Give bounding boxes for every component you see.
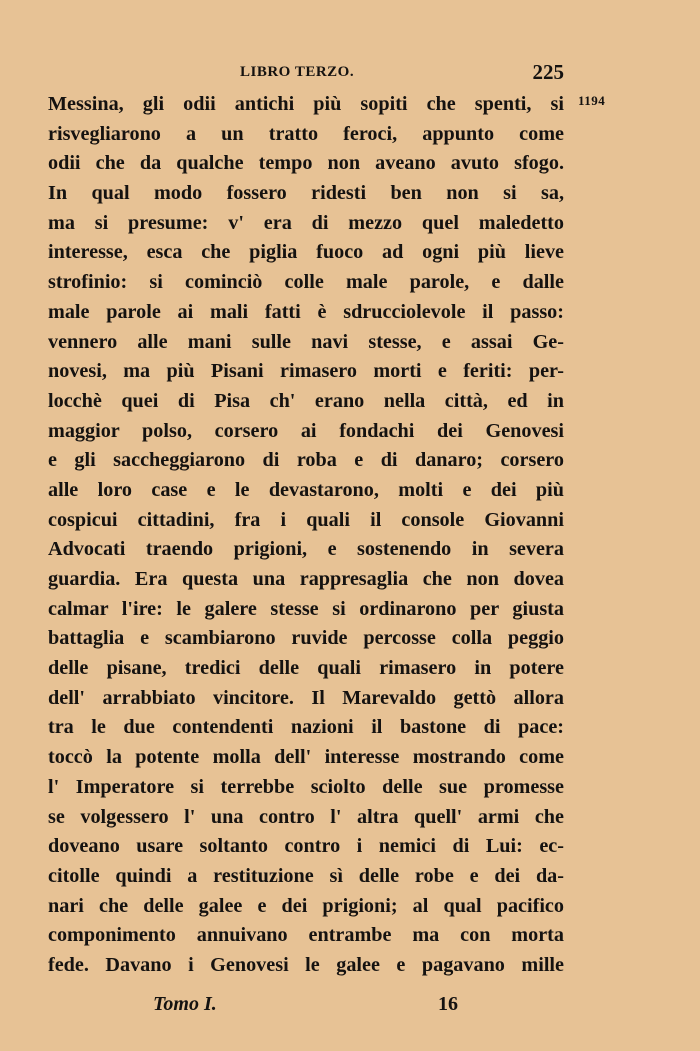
text-line: odii che da qualche tempo non aveano avuto sfogo. bbox=[48, 152, 564, 175]
text-line: battaglia e scambiarono ruvide percosse colla peggio bbox=[48, 627, 564, 650]
text-line: Messina, gli odii antichi più sopiti che spenti, si bbox=[48, 93, 564, 115]
text-line: fede. Davano i Genovesi le galee e pagavano mille bbox=[48, 953, 564, 976]
text-line: nari che delle galee e dei prigioni; al qual pacifico bbox=[48, 894, 564, 917]
text-line: delle pisane, tredici delle quali rimasero in potere bbox=[48, 657, 564, 680]
page-number: 225 bbox=[532, 60, 564, 84]
text-line: dell' arrabbiato vincitore. Il Marevaldo gettò allora bbox=[48, 686, 564, 709]
text-line: se volgessero l' una contro l' altra quell' armi che bbox=[48, 805, 564, 828]
text-line: doveano usare soltanto contro i nemici di Lui: ec- bbox=[48, 835, 564, 858]
text-line: risvegliarono a un tratto feroci, appunto come bbox=[48, 122, 564, 145]
running-head bbox=[48, 60, 564, 86]
text-line: Advocati traendo prigioni, e sostenendo in severa bbox=[48, 538, 564, 561]
text-line: strofinio: si cominciò colle male parole, e dalle bbox=[48, 271, 564, 294]
text-line: calmar l'ire: le galere stesse si ordinarono per giusta bbox=[48, 597, 564, 620]
text-line: citolle quindi a restituzione sì delle robe e dei da- bbox=[48, 864, 564, 887]
text-line: componimento annuivano entrambe ma con morta bbox=[48, 924, 564, 947]
text-line: guardia. Era questa una rappresaglia che non dovea bbox=[48, 568, 564, 590]
text-line: locchè quei di Pisa ch' erano nella città, ed in bbox=[48, 389, 564, 412]
page-footer bbox=[48, 993, 564, 1023]
body-text bbox=[48, 90, 564, 981]
text-line: maggior polso, corsero ai fondachi dei Genovesi bbox=[48, 419, 564, 442]
volume-label: Tomo I. bbox=[153, 993, 217, 1015]
book-page bbox=[48, 0, 564, 1051]
text-line: In qual modo fossero ridesti ben non si sa, bbox=[48, 182, 564, 205]
text-line: l' Imperatore si terrebbe sciolto delle sue promesse bbox=[48, 775, 564, 798]
text-line: cospicui cittadini, fra i quali il console Giovanni bbox=[48, 508, 564, 531]
signature-mark: 16 bbox=[438, 993, 458, 1015]
text-line: toccò la potente molla dell' interesse mostrando come bbox=[48, 746, 564, 769]
text-line: ma si presume: v' era di mezzo quel maledetto bbox=[48, 211, 564, 234]
text-line: tra le due contendenti nazioni il bastone di pace: bbox=[48, 716, 564, 739]
text-line: e gli saccheggiarono di roba e di danaro; corsero bbox=[48, 449, 564, 472]
margin-year-note: 1194 bbox=[578, 93, 606, 108]
text-line: male parole ai mali fatti è sdrucciolevole il passo: bbox=[48, 300, 564, 323]
text-line: novesi, ma più Pisani rimasero morti e feriti: per- bbox=[48, 360, 564, 383]
text-line: interesse, esca che piglia fuoco ad ogni più lieve bbox=[48, 241, 564, 264]
running-title: LIBRO TERZO. bbox=[240, 64, 355, 80]
text-line: alle loro case e le devastarono, molti e dei più bbox=[48, 478, 564, 501]
text-line: vennero alle mani sulle navi stesse, e assai Ge- bbox=[48, 330, 564, 353]
